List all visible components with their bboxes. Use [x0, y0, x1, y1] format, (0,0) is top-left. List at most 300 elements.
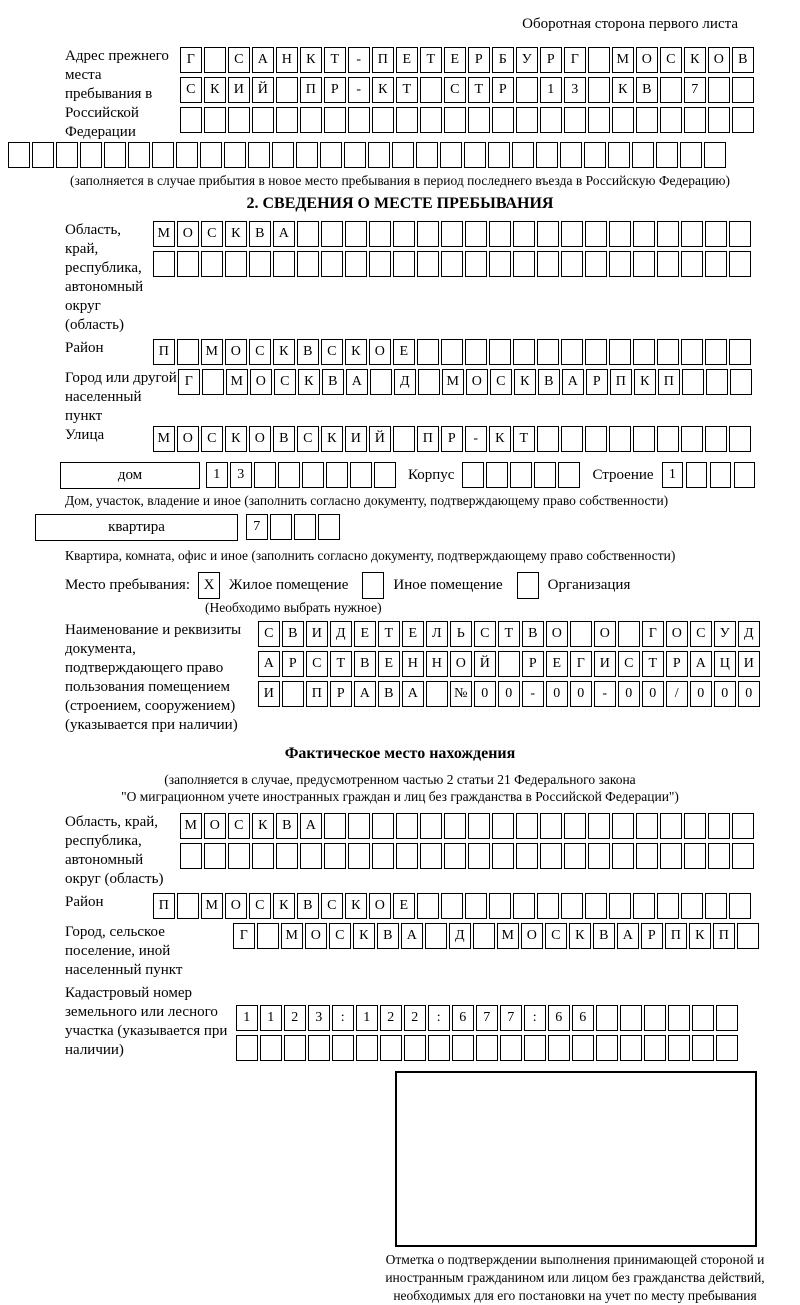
- form-cell[interactable]: [176, 142, 198, 168]
- form-cell[interactable]: [420, 843, 442, 869]
- form-cell[interactable]: [236, 1035, 258, 1061]
- form-cell[interactable]: 0: [690, 681, 712, 707]
- form-cell[interactable]: [548, 1035, 570, 1061]
- form-cell[interactable]: [80, 142, 102, 168]
- form-cell[interactable]: [705, 221, 727, 247]
- form-cell[interactable]: [516, 813, 538, 839]
- form-cell[interactable]: 0: [570, 681, 592, 707]
- form-cell[interactable]: [732, 107, 754, 133]
- form-cell[interactable]: 0: [498, 681, 520, 707]
- form-cell[interactable]: [682, 369, 704, 395]
- form-cell[interactable]: Й: [252, 77, 274, 103]
- form-cell[interactable]: [633, 426, 655, 452]
- form-cell[interactable]: С: [321, 893, 343, 919]
- form-cell[interactable]: Е: [393, 893, 415, 919]
- form-cell[interactable]: [708, 77, 730, 103]
- form-cell[interactable]: /: [666, 681, 688, 707]
- form-cell[interactable]: А: [252, 47, 274, 73]
- form-cell[interactable]: 6: [452, 1005, 474, 1031]
- form-cell[interactable]: 6: [572, 1005, 594, 1031]
- form-cell[interactable]: Е: [402, 621, 424, 647]
- form-cell[interactable]: [706, 369, 728, 395]
- form-cell[interactable]: К: [612, 77, 634, 103]
- form-cell[interactable]: О: [594, 621, 616, 647]
- form-cell[interactable]: [561, 893, 583, 919]
- form-cell[interactable]: [681, 893, 703, 919]
- form-cell[interactable]: Р: [468, 47, 490, 73]
- form-cell[interactable]: Е: [393, 339, 415, 365]
- form-cell[interactable]: [425, 923, 447, 949]
- form-cell[interactable]: О: [204, 813, 226, 839]
- form-cell[interactable]: С: [321, 339, 343, 365]
- form-cell[interactable]: [396, 107, 418, 133]
- form-cell[interactable]: [564, 843, 586, 869]
- form-cell[interactable]: [417, 339, 439, 365]
- form-cell[interactable]: 3: [230, 462, 252, 488]
- form-cell[interactable]: [540, 813, 562, 839]
- form-cell[interactable]: 2: [380, 1005, 402, 1031]
- form-cell[interactable]: К: [298, 369, 320, 395]
- form-cell[interactable]: [692, 1035, 714, 1061]
- form-cell[interactable]: [32, 142, 54, 168]
- form-cell[interactable]: [585, 251, 607, 277]
- form-cell[interactable]: [473, 923, 495, 949]
- form-cell[interactable]: [177, 339, 199, 365]
- form-cell[interactable]: С: [306, 651, 328, 677]
- form-cell[interactable]: [276, 107, 298, 133]
- form-cell[interactable]: Ь: [450, 621, 472, 647]
- form-cell[interactable]: М: [226, 369, 248, 395]
- form-cell[interactable]: [633, 893, 655, 919]
- form-cell[interactable]: [180, 107, 202, 133]
- form-cell[interactable]: И: [345, 426, 367, 452]
- form-cell[interactable]: Т: [498, 621, 520, 647]
- form-cell[interactable]: [657, 339, 679, 365]
- form-cell[interactable]: [344, 142, 366, 168]
- form-cell[interactable]: 1: [236, 1005, 258, 1031]
- form-cell[interactable]: Р: [330, 681, 352, 707]
- form-cell[interactable]: [489, 339, 511, 365]
- form-cell[interactable]: Д: [449, 923, 471, 949]
- form-cell[interactable]: М: [281, 923, 303, 949]
- form-cell[interactable]: [684, 813, 706, 839]
- form-cell[interactable]: [417, 251, 439, 277]
- form-cell[interactable]: [609, 893, 631, 919]
- form-cell[interactable]: [489, 893, 511, 919]
- form-cell[interactable]: [260, 1035, 282, 1061]
- form-cell[interactable]: [8, 142, 30, 168]
- form-cell[interactable]: О: [466, 369, 488, 395]
- form-cell[interactable]: [297, 251, 319, 277]
- form-cell[interactable]: [681, 339, 703, 365]
- form-cell[interactable]: 1: [662, 462, 684, 488]
- form-cell[interactable]: [465, 221, 487, 247]
- form-cell[interactable]: 7: [500, 1005, 522, 1031]
- form-cell[interactable]: 1: [260, 1005, 282, 1031]
- form-cell[interactable]: К: [634, 369, 656, 395]
- form-cell[interactable]: [492, 813, 514, 839]
- form-cell[interactable]: М: [201, 339, 223, 365]
- form-cell[interactable]: [729, 426, 751, 452]
- form-cell[interactable]: [708, 107, 730, 133]
- form-cell[interactable]: [468, 843, 490, 869]
- form-cell[interactable]: О: [177, 426, 199, 452]
- form-cell[interactable]: [372, 107, 394, 133]
- form-cell[interactable]: [396, 813, 418, 839]
- form-cell[interactable]: [441, 221, 463, 247]
- form-cell[interactable]: [418, 369, 440, 395]
- form-cell[interactable]: -: [348, 47, 370, 73]
- form-cell[interactable]: Р: [666, 651, 688, 677]
- form-cell[interactable]: И: [258, 681, 280, 707]
- form-cell[interactable]: [660, 77, 682, 103]
- form-cell[interactable]: [152, 142, 174, 168]
- form-cell[interactable]: [204, 843, 226, 869]
- form-cell[interactable]: 7: [476, 1005, 498, 1031]
- form-cell[interactable]: [705, 893, 727, 919]
- form-cell[interactable]: Б: [492, 47, 514, 73]
- form-cell[interactable]: В: [593, 923, 615, 949]
- form-cell[interactable]: [537, 426, 559, 452]
- form-cell[interactable]: [204, 47, 226, 73]
- form-cell[interactable]: А: [402, 681, 424, 707]
- form-cell[interactable]: [348, 813, 370, 839]
- form-cell[interactable]: О: [177, 221, 199, 247]
- form-cell[interactable]: К: [225, 426, 247, 452]
- form-cell[interactable]: В: [522, 621, 544, 647]
- form-cell[interactable]: [498, 651, 520, 677]
- form-cell[interactable]: [492, 107, 514, 133]
- form-cell[interactable]: [200, 142, 222, 168]
- form-cell[interactable]: [585, 893, 607, 919]
- form-cell[interactable]: [370, 369, 392, 395]
- form-cell[interactable]: [686, 462, 708, 488]
- form-cell[interactable]: [537, 893, 559, 919]
- form-cell[interactable]: [464, 142, 486, 168]
- form-cell[interactable]: 1: [206, 462, 228, 488]
- form-cell[interactable]: [350, 462, 372, 488]
- form-cell[interactable]: [681, 251, 703, 277]
- form-cell[interactable]: [278, 462, 300, 488]
- form-cell[interactable]: С: [444, 77, 466, 103]
- form-cell[interactable]: [444, 813, 466, 839]
- form-cell[interactable]: У: [714, 621, 736, 647]
- form-cell[interactable]: И: [594, 651, 616, 677]
- form-cell[interactable]: К: [225, 221, 247, 247]
- form-cell[interactable]: [228, 843, 250, 869]
- form-cell[interactable]: [128, 142, 150, 168]
- form-cell[interactable]: [609, 339, 631, 365]
- form-cell[interactable]: [729, 893, 751, 919]
- form-cell[interactable]: К: [489, 426, 511, 452]
- form-cell[interactable]: В: [249, 221, 271, 247]
- form-cell[interactable]: [252, 843, 274, 869]
- form-cell[interactable]: Д: [394, 369, 416, 395]
- form-cell[interactable]: П: [306, 681, 328, 707]
- form-cell[interactable]: [324, 107, 346, 133]
- form-cell[interactable]: Г: [642, 621, 664, 647]
- form-cell[interactable]: [681, 426, 703, 452]
- form-cell[interactable]: [428, 1035, 450, 1061]
- form-cell[interactable]: [657, 251, 679, 277]
- form-cell[interactable]: [465, 339, 487, 365]
- form-cell[interactable]: [444, 107, 466, 133]
- form-cell[interactable]: [177, 893, 199, 919]
- form-cell[interactable]: [294, 514, 316, 540]
- form-cell[interactable]: [465, 251, 487, 277]
- form-cell[interactable]: О: [369, 339, 391, 365]
- form-cell[interactable]: [585, 221, 607, 247]
- form-cell[interactable]: [492, 843, 514, 869]
- form-cell[interactable]: О: [305, 923, 327, 949]
- form-cell[interactable]: [321, 221, 343, 247]
- form-cell[interactable]: К: [514, 369, 536, 395]
- form-cell[interactable]: О: [636, 47, 658, 73]
- form-cell[interactable]: П: [658, 369, 680, 395]
- form-cell[interactable]: [660, 107, 682, 133]
- form-cell[interactable]: [476, 1035, 498, 1061]
- form-cell[interactable]: [252, 107, 274, 133]
- form-cell[interactable]: У: [516, 47, 538, 73]
- form-cell[interactable]: [516, 107, 538, 133]
- form-cell[interactable]: К: [345, 339, 367, 365]
- form-cell[interactable]: Т: [330, 651, 352, 677]
- form-cell[interactable]: 7: [684, 77, 706, 103]
- form-cell[interactable]: [300, 107, 322, 133]
- form-cell[interactable]: Л: [426, 621, 448, 647]
- form-cell[interactable]: К: [204, 77, 226, 103]
- form-cell[interactable]: О: [250, 369, 272, 395]
- form-cell[interactable]: К: [273, 339, 295, 365]
- form-cell[interactable]: Д: [330, 621, 352, 647]
- form-cell[interactable]: :: [524, 1005, 546, 1031]
- form-cell[interactable]: [368, 142, 390, 168]
- form-cell[interactable]: [516, 77, 538, 103]
- form-cell[interactable]: Е: [354, 621, 376, 647]
- form-cell[interactable]: [657, 221, 679, 247]
- form-cell[interactable]: П: [153, 339, 175, 365]
- form-cell[interactable]: С: [228, 47, 250, 73]
- form-cell[interactable]: [636, 107, 658, 133]
- form-cell[interactable]: М: [612, 47, 634, 73]
- form-cell[interactable]: [585, 426, 607, 452]
- form-cell[interactable]: [632, 142, 654, 168]
- form-cell[interactable]: Н: [276, 47, 298, 73]
- form-cell[interactable]: 3: [564, 77, 586, 103]
- form-cell[interactable]: [420, 107, 442, 133]
- form-cell[interactable]: [369, 251, 391, 277]
- checkbox-other-premises[interactable]: [362, 572, 384, 599]
- form-cell[interactable]: К: [353, 923, 375, 949]
- form-cell[interactable]: [609, 251, 631, 277]
- form-cell[interactable]: [393, 426, 415, 452]
- form-cell[interactable]: [417, 221, 439, 247]
- form-cell[interactable]: [633, 221, 655, 247]
- form-cell[interactable]: А: [300, 813, 322, 839]
- form-cell[interactable]: [660, 843, 682, 869]
- form-cell[interactable]: Р: [641, 923, 663, 949]
- form-cell[interactable]: [732, 813, 754, 839]
- form-cell[interactable]: [710, 462, 732, 488]
- form-cell[interactable]: Ц: [714, 651, 736, 677]
- form-cell[interactable]: К: [252, 813, 274, 839]
- form-cell[interactable]: [708, 813, 730, 839]
- form-cell[interactable]: В: [282, 621, 304, 647]
- form-cell[interactable]: [441, 339, 463, 365]
- form-cell[interactable]: [680, 142, 702, 168]
- form-cell[interactable]: -: [348, 77, 370, 103]
- form-cell[interactable]: Г: [564, 47, 586, 73]
- form-cell[interactable]: Е: [396, 47, 418, 73]
- form-cell[interactable]: [486, 462, 508, 488]
- form-cell[interactable]: [272, 142, 294, 168]
- form-cell[interactable]: [560, 142, 582, 168]
- form-cell[interactable]: 6: [548, 1005, 570, 1031]
- form-cell[interactable]: С: [228, 813, 250, 839]
- form-cell[interactable]: [276, 77, 298, 103]
- form-cell[interactable]: П: [153, 893, 175, 919]
- form-cell[interactable]: [510, 462, 532, 488]
- form-cell[interactable]: [441, 251, 463, 277]
- form-cell[interactable]: [297, 221, 319, 247]
- form-cell[interactable]: [668, 1035, 690, 1061]
- form-cell[interactable]: В: [297, 339, 319, 365]
- form-cell[interactable]: П: [713, 923, 735, 949]
- form-cell[interactable]: [225, 251, 247, 277]
- form-cell[interactable]: [489, 221, 511, 247]
- form-cell[interactable]: С: [258, 621, 280, 647]
- form-cell[interactable]: 1: [540, 77, 562, 103]
- form-cell[interactable]: [318, 514, 340, 540]
- form-cell[interactable]: [248, 142, 270, 168]
- form-cell[interactable]: [716, 1005, 738, 1031]
- form-cell[interactable]: [558, 462, 580, 488]
- form-cell[interactable]: [348, 107, 370, 133]
- form-cell[interactable]: Е: [444, 47, 466, 73]
- form-cell[interactable]: [204, 107, 226, 133]
- form-cell[interactable]: 2: [404, 1005, 426, 1031]
- form-cell[interactable]: К: [273, 893, 295, 919]
- form-cell[interactable]: [426, 681, 448, 707]
- form-cell[interactable]: [584, 142, 606, 168]
- form-cell[interactable]: М: [153, 221, 175, 247]
- form-cell[interactable]: А: [273, 221, 295, 247]
- form-cell[interactable]: [692, 1005, 714, 1031]
- form-cell[interactable]: [452, 1035, 474, 1061]
- form-cell[interactable]: :: [428, 1005, 450, 1031]
- form-cell[interactable]: [417, 893, 439, 919]
- form-cell[interactable]: Т: [513, 426, 535, 452]
- form-cell[interactable]: [393, 221, 415, 247]
- form-cell[interactable]: [374, 462, 396, 488]
- form-cell[interactable]: [257, 923, 279, 949]
- form-cell[interactable]: [588, 47, 610, 73]
- form-cell[interactable]: Й: [369, 426, 391, 452]
- form-cell[interactable]: А: [617, 923, 639, 949]
- form-cell[interactable]: [104, 142, 126, 168]
- form-cell[interactable]: -: [465, 426, 487, 452]
- form-cell[interactable]: И: [738, 651, 760, 677]
- form-cell[interactable]: 2: [284, 1005, 306, 1031]
- form-cell[interactable]: [348, 843, 370, 869]
- form-cell[interactable]: С: [490, 369, 512, 395]
- form-cell[interactable]: С: [329, 923, 351, 949]
- form-cell[interactable]: -: [594, 681, 616, 707]
- form-cell[interactable]: [609, 221, 631, 247]
- form-cell[interactable]: А: [401, 923, 423, 949]
- form-cell[interactable]: [732, 77, 754, 103]
- form-cell[interactable]: 1: [356, 1005, 378, 1031]
- form-cell[interactable]: [657, 893, 679, 919]
- form-cell[interactable]: [561, 221, 583, 247]
- form-cell[interactable]: Р: [441, 426, 463, 452]
- form-cell[interactable]: [489, 251, 511, 277]
- form-cell[interactable]: [596, 1035, 618, 1061]
- form-cell[interactable]: [441, 893, 463, 919]
- form-cell[interactable]: В: [322, 369, 344, 395]
- form-cell[interactable]: [284, 1035, 306, 1061]
- form-cell[interactable]: [393, 251, 415, 277]
- form-cell[interactable]: [512, 142, 534, 168]
- form-cell[interactable]: [564, 813, 586, 839]
- form-cell[interactable]: П: [610, 369, 632, 395]
- form-cell[interactable]: [524, 1035, 546, 1061]
- form-cell[interactable]: [153, 251, 175, 277]
- form-cell[interactable]: [462, 462, 484, 488]
- form-cell[interactable]: [440, 142, 462, 168]
- form-cell[interactable]: А: [562, 369, 584, 395]
- form-cell[interactable]: [537, 339, 559, 365]
- form-cell[interactable]: [516, 843, 538, 869]
- form-cell[interactable]: Г: [570, 651, 592, 677]
- form-cell[interactable]: Н: [426, 651, 448, 677]
- form-cell[interactable]: [372, 813, 394, 839]
- form-cell[interactable]: 3: [308, 1005, 330, 1031]
- form-cell[interactable]: К: [689, 923, 711, 949]
- form-cell[interactable]: О: [225, 893, 247, 919]
- form-cell[interactable]: [444, 843, 466, 869]
- form-cell[interactable]: 0: [474, 681, 496, 707]
- form-cell[interactable]: [249, 251, 271, 277]
- form-cell[interactable]: [345, 221, 367, 247]
- form-cell[interactable]: [540, 107, 562, 133]
- form-cell[interactable]: С: [201, 426, 223, 452]
- form-cell[interactable]: [612, 107, 634, 133]
- form-cell[interactable]: [620, 1035, 642, 1061]
- form-cell[interactable]: А: [258, 651, 280, 677]
- form-cell[interactable]: [513, 893, 535, 919]
- form-cell[interactable]: Р: [540, 47, 562, 73]
- form-cell[interactable]: Д: [738, 621, 760, 647]
- form-cell[interactable]: [392, 142, 414, 168]
- form-cell[interactable]: [570, 621, 592, 647]
- form-cell[interactable]: [500, 1035, 522, 1061]
- form-cell[interactable]: Й: [474, 651, 496, 677]
- form-cell[interactable]: [468, 107, 490, 133]
- form-cell[interactable]: [588, 77, 610, 103]
- form-cell[interactable]: [716, 1035, 738, 1061]
- form-cell[interactable]: 0: [738, 681, 760, 707]
- form-cell[interactable]: Р: [282, 651, 304, 677]
- form-cell[interactable]: Г: [180, 47, 202, 73]
- form-cell[interactable]: О: [708, 47, 730, 73]
- form-cell[interactable]: С: [274, 369, 296, 395]
- form-cell[interactable]: [618, 621, 640, 647]
- form-cell[interactable]: 0: [714, 681, 736, 707]
- form-cell[interactable]: [224, 142, 246, 168]
- form-cell[interactable]: К: [321, 426, 343, 452]
- form-cell[interactable]: [705, 426, 727, 452]
